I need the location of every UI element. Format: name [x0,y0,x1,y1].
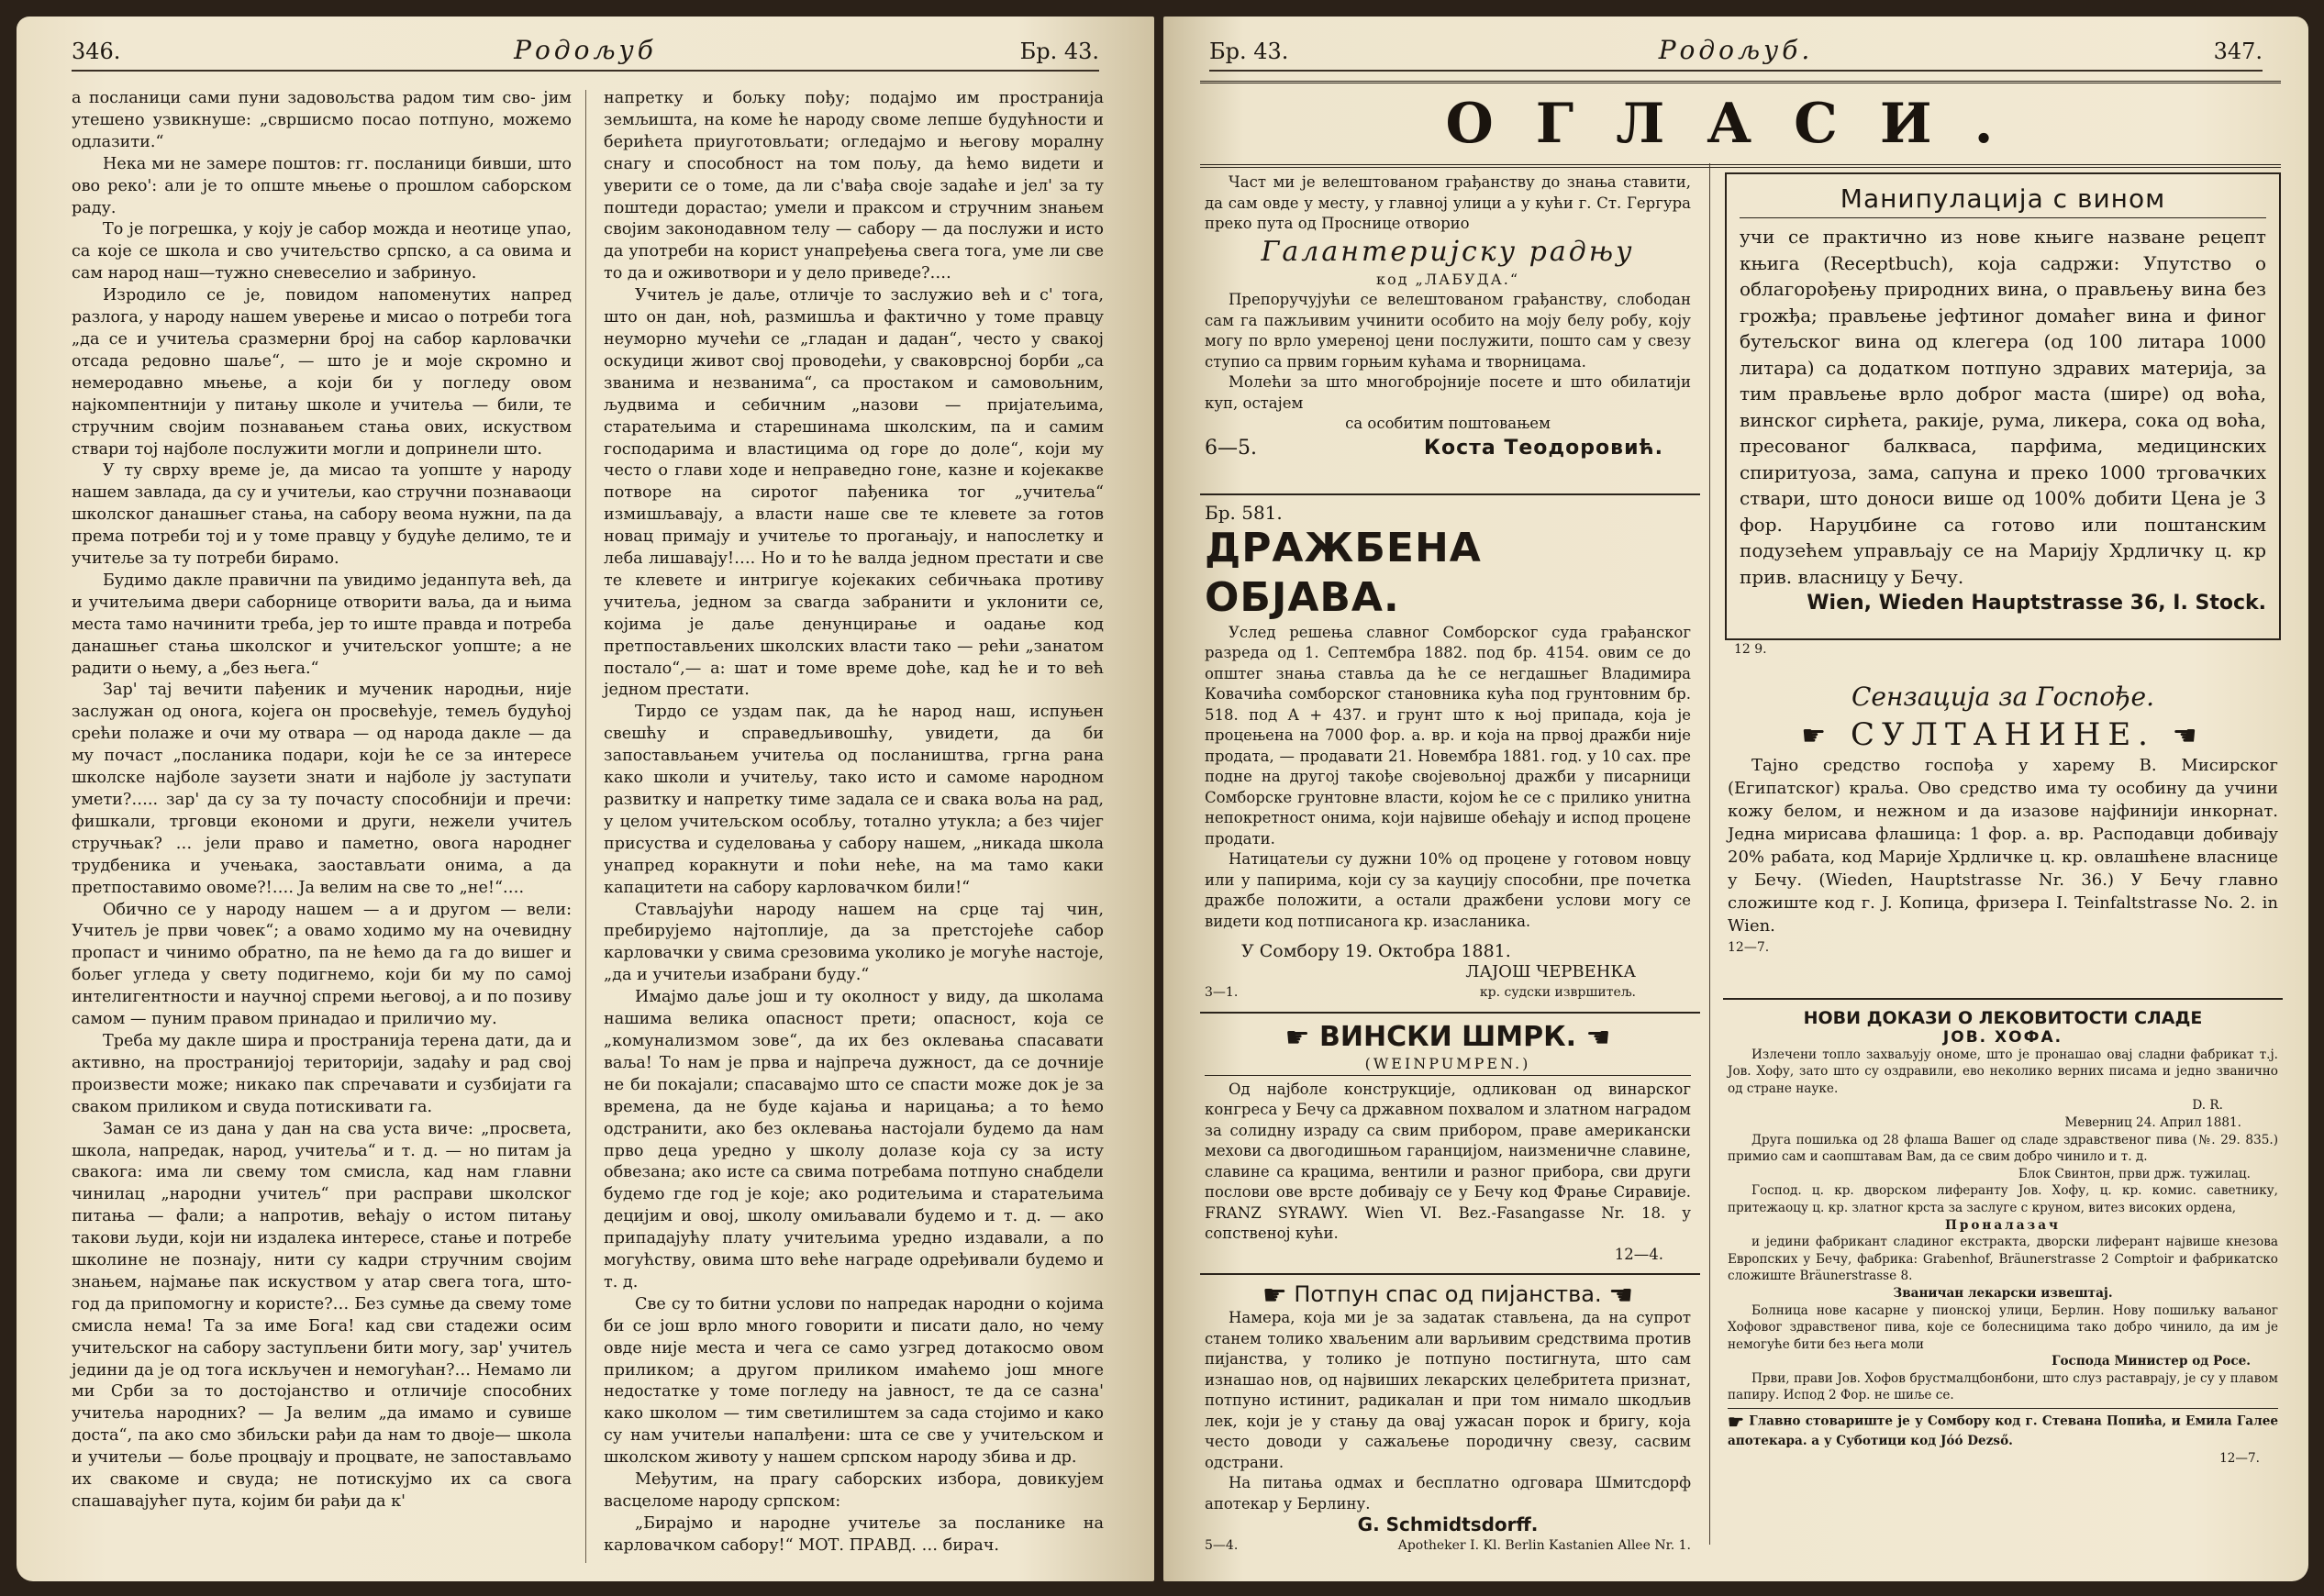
ad-text: и једини фабрикант сладиног екстракта, дворски лиферант највише кнезова Европских у Бечу, фабрика: Grabenhof, Bräunerstrasse 2 Comptoir и фабрикатско сложиште Bräunerstrasse 8. [1728,1235,2278,1284]
paragraph: То је погрешка, у коју је сабор можда и неотице упао, са које се школа и сво учитељство српско, а са овима и сам народ наш—тужно сневеселио и забринуо. [72,220,572,283]
ad-wine-manipulation [1725,172,2281,640]
paragraph: Обично се у народу нашем — а и другом — вели: Учитељ је први човек“; а овамо ходимо му на очевидну пропаст и чинимо обратно, па не ћемо да га до вишег и бољег угледа у свету подигнемо, који би му по самој интелигентности и научној спреми његовој, а и по позиву самом — пуним правом принадао и приличио му. [72,900,572,1029]
ad-sultanine [1728,679,2278,959]
divider [1200,1273,1700,1275]
wine-body: учи се практично из нове књиге назване рецепт књига (Receptbuch), која садржи: Упутство о облагорођењу природних вина, о прављењу вина без грожђа; прављење јефтиног домаћег вина и финог бутељског вина од клегера (од 100 литара 1000 литара) са додатком потпуно здравих материја, за тим прављење врло доброг маста (шире) од воћа, винског сирћета, ракије, рума, ликера, сока од воћа, пресованог балкваса, парфима, медицинских спиритуоза, зама, сапуна и преко 1000 трговачких ствари, што доноси више од 100% добити Цена је 3 фор. Наруџбине са готово или поштанским подузећем управљају се на Марију Хрдличку ц. кр прив. власницу у Бечу. [1740,226,2266,588]
paragraph: Треба му дакле шира и пространија терена дати, да и активно, на пространијој територији, задаћу и рад свој произвести може; никако пак спречавати и сузбијати га сваком приликом и свуда потискивати га. [72,1031,572,1116]
paragraph: а посланици сами пуни задовољства радом тим сво- јим утешено узвикнуше: „свршисмо посао потпуно, можемо одлазити.“ [72,89,572,151]
ad-text: Тајно средство госпођа у харему В. Мисирског (Египатског) краља. Ово средство има ту особину да учини кожу белом, и нежном и да изазове најфинији инкорнат. Једна мирисава флашица: 1 фор. а. вр. Расподавци добивају 20% рабата, код Марије Хрдличке ц. кр. овлашћене власнице у Бечу. (Wieden, Hauptstrasse Nr. 36.) У Бечу главно сложиште код г. J. Копица, фризера I. Teinfaltstrasse No. 2. in Wien. [1728,756,2278,936]
ad-number: 6—5. [1205,436,1257,460]
page-number-right: 347. [2213,39,2263,64]
pointing-hand-icon: ☚ [2172,720,2205,752]
ad-haberdashery [1205,172,1691,459]
ad-text: Препоручујући се велештованом грађанству, слободан сам га пажљивим учинити особито на мoју белу робу, коју могу по врло умереној цени послужити, пошто сам у свезу ступио са првим горњим кућама и творницама. [1205,291,1691,371]
paragraph: Изродило се је, повидом напоменутих напред разлога, у народу нашем уверење и мисао о потреби тога „да се и учитеља сразмерни број на сабор карловачки отсада редовно шаље“, — што је и моје скромно и немеродавно мњење, а који би у погледу овом најкомпентнији у питању школе и учитеља — били, те стручним својим познавањем стања ових, искуством ствари тој најболе послужити могли и допринели што. [72,286,572,459]
running-head-right [1209,33,2263,72]
date: Меверниц 24. Април 1881. [2064,1114,2241,1130]
column-divider [585,90,586,1563]
ad-text: Натицатељи су дужни 10% од процене у готовом новцу или у папирима, који су за кауцију способни, пре почетка дражбе положити, а остали дражбени услови могу се видети код потписанога кр. изасланика. [1205,850,1691,930]
ad-number: 12—4. [1614,1245,1663,1263]
paragraph: Имајмо даље још и ту околност у виду, да школама нашима велика опасност прети; опасност, која се „комунализмом зове“, да их без оклевања спасавати ваља! То нам је прва и најпреча дужност, да се дочније не би покајали; спасавајмо што се спасти може док је за времена, да не буде кајања и нарицања; а то ћемо одстранити, ако без оклевања настојали будемо да нам прво деца уредно у школу долазе која су за исту обвезана; ако исте са свима потребама потпуно снабдели будемо где год је које; ако родитељима и старатељима децијим и овој, школу омиљавали будемо и т. д. — ако припадајућу плату учитељима уредно издавали, а по могућству, овима што веће награде одређивали будемо и т. д. [604,988,1104,1291]
paragraph: напретку и бољку пођу; подајмо им пространија земљишта, на коме ће народу своме лепше будућности и берићета приуготовљати; огледајмо и његову моралну снагу и способност на том пољу, да ћемо видети и уверити се о томе, да ли с'вађа своје задаће и јел' за ту поштеди дорастао; умели и праксом и стручним знањем својим законодавном телу — сабору — да послужи и исто да употреби на корист унапређења свега тога, уме ли све то да и оживотвори и у дело приведе?…. [604,89,1104,283]
pointing-hand-icon: ☚ [1585,1021,1611,1054]
paragraph: Заман се из дана у дан на сва уста виче: „просвета, школа, напредак, народ, учитеља“ и т. д. — но питам ја свакога: има ли свему том смисла, кад нам главни чинилац „народни учитељ“ при расправи школског питања — фали; а напротив, већају о истом питању такови људи, који ни издалека интересе, стање и потребе школине не познају, нити су кадри стручним својим знањем, најмање пак искуством у атар свега тога, што-год да припомогну и користе?… Без сумње да свему томе смисла нема! Та за име Бога! кад сви стадежи осим учитељског на сабору заступљени бити могу, зар' учитељ једини да је од тога искључен и немогућан?… Немамо ли ми Срби за то достојанство и отличије способних учитеља народних? — Ја велим „да имамо и сувише доста“, па ако смо збиљски рађи да нам то двоје— школа и учитељи — боље процвају и процвате, не запостављамо их свакоме и свуда; не потискујмо их са свога спашавајућег пута, којим би рађи да к' [72,1119,572,1511]
ad-text: Молећи за што многобројније посете и што обилатији куп, остајем [1205,373,1691,412]
schmidtsdorff-name: G. Schmidtsdorff. [1357,1513,1539,1535]
signer-title: кр. судски извршитељ. [1479,985,1636,1000]
ad-text: Друга пошиљка од 28 флаша Вашег од сладе здравственог пива (№. 29. 835.) примио сам и саопштавам Вам, да се свим добро чинило и т. д. [1728,1132,2278,1165]
paragraph: Све су то битни услови по напредак народни о којима би се још врло много говорити и писати дало, но чему овде није места и чега се само узгред дотакосмо овом приликом; а другом приликом имаћемо још многе недостатке у томе погледу на јавност, те да се сазна' како школом — тим светилиштем за сада стојимо и како су нам учитељи напалђени: шта се све у учитељском и школском животу у нашем српском народу збива и др. [604,1294,1104,1468]
paragraph: „Бирајмо и народне учитеље за посланике на карловачком сабору!“ МОТ. ПРАВД. … бирач. [604,1513,1104,1555]
ad-text: Услед решења славног Сомборског суда грађанског разреда од 1. Септембра 1882. под бр. 4154. овим се до општег знања ставља да ће се негдашњег Владимира Ковачића сомборског становника кућа под грунтовним бр. 518. под А + 437. и грунт што к њој припада, која је процењена на 7000 фор. а. вр. и која на првој дражби није продата, — продавати 21. Новембра 1881. год. у 10 сах. пре подне на другој такође својевољној дражби у писарници Сомборске грунтовне власти, којом ће се с прилико унитна непокретност онима, који највише обећају и испод процене продати. [1205,623,1691,848]
ad-auction [1205,503,1691,1003]
ad-text: На питања одмах и бесплатно одговара Шмитсдорф апотекар у Берлину. [1205,1474,1691,1513]
signer: ЛАЈОШ ЧЕРВЕНКА [1465,961,1636,981]
ad-number: Бр. 581. [1205,502,1283,524]
wine-title: Манипулација с вином [1740,183,2266,218]
sultanine-kicker: Сензација за Госпође. [1851,682,2154,712]
divider [1200,493,1700,495]
paragraph: Учитељ је даље, отличје то заслужио већ и с' тога, што он дан, ноћ, размишља и фактично у томе правцу неуморно мучећи се „гладан и дадан“, честo у свакој оскудици живот свој проводећи, у сваковрсној борби „са званима и незванима“, са простаком и самовољним, људвима и себичним „назови — пријатељима, старатељима и старешинама школским, па и самим господарима и властицима од горе до доле“, који му често о глави ходе и неправедно гоне, казне и којекакве потворe на сиротог пађеника тог „учитеља“ измишљавају, а власти наше све те клевете за готов новац примају и учитеље то прогањају, и напослетку и леба лишавају!…. Но и то ће валда једном престати и све те клевете и интригуе којекаких себичњака противу учитеља, једном за свагда забранити и уклонити се, којима је даље денунцирање и оадање код претпостављених школских власти тако — рећи „занатом постало“,— а: шат и томе време доће, кад ће и то већ једном престати. [604,286,1104,700]
paragraph: У ту сврху време је, да мисао та уопште у народу нашем завлада, да су и учитељи, као стручни познаваоци школског данашњег стања, на сабору веома нужни, па да према потреби тој и у томе правцу у будуће делимо, те и учитеље за ту потреби бирамо. [72,461,572,569]
ad-text: Намера, која ми је за задатак стављена, да на супрот станем толико хваљеним али варљивим средствима против пијанства, у толико је потпуно постигнута, што сам изнашао нов, од највиших лекарских целебритета признат, потпуно истинит, радикалан и при том нимало шкодљив лек, који је у стању да овај ужасан порок и бригу, која често доводи у сажаљење породичну свезу, сасвим одстрани. [1205,1309,1691,1471]
pointing-hand-icon: ☚ [1608,1279,1634,1312]
divider [1723,998,2283,1000]
malt-title: НОВИ ДОКАЗИ О ЛЕКОВИТОСТИ СЛАДЕ [1803,1008,2203,1028]
ad-text: Први, прави Јов. Хофов брустмалцбонбони, што слуз раставрају, је су у плавом папиру. Испод 2 Фор. не шиље се. [1728,1370,2278,1403]
ad-malt [1728,1007,2278,1467]
ad-number: 12 9. [1734,642,1767,657]
pump-title: ВИНСКИ ШМРК. [1319,1021,1576,1053]
ad-drunkenness [1205,1280,1691,1556]
running-head-left [72,33,1099,72]
closing: са особитим поштовањем [1345,415,1551,432]
ad-text: Част ми је велештованом грађанству до знања ставити, да сам овде у месту, у главној улици а у кући г. Ст. Гергура преко пута од Проснице отворио [1205,173,1691,232]
malt-footer: Главно стовариште је у Сомбору код г. Стевана Попића, и Емила Галее апотекара. а у Суботици код Jóó Dezső. [1728,1413,2278,1449]
paragraph: Међутим, на прагу саборских избора, довикујем васцеломе народу српском: [604,1470,1104,1511]
paragraph: Стављајући народу нашем на срце тај чин, пребирујемо најтоплије, да за претстојеће сабор карловачки у свима срезовима уколико је могуће настоје, „да и учитељи изабрани буду.“ [604,900,1104,985]
ad-number: 3—1. [1205,985,1239,1000]
paragraph: Будимо дакле правични па увидимо једанпута већ, да и учитељима двери саборнице отворити ваља, да и њима места тамо начинити треба, јер то иште правда и потреба данашњег стања школског и учитељског уопште; а не радити о њему, а „без њега.“ [72,571,572,678]
address: Apotheker I. Kl. Berlin Kastanien Allee Nr. 1. [1397,1537,1691,1553]
paragraph: Нека ми не замере поштов: гг. посланици бивши, што ово рекo': али је то опште мњење о прошлом саборском раду. [72,154,572,217]
auction-title: ДРАЖБЕНА ОБЈАВА. [1205,524,1482,621]
page-number-left: 346. [72,39,121,64]
ad-number: 12—7. [1728,940,1770,955]
issue-number-right: Бр. 43. [1209,39,1289,64]
left-column-2 [604,88,1104,1557]
right-page [1163,17,2308,1581]
journal-title-right: Родољуб. [1658,35,1814,65]
pump-subtitle: (WEINPUMPEN.) [1205,1054,1691,1076]
drunk-title: Потпун спас од пијанства. [1294,1281,1602,1307]
sultanine-title: СУЛТАНИНЕ. [1851,716,2155,753]
issue-number-left: Бр. 43. [1019,39,1099,64]
signature: D. R. [2192,1098,2223,1114]
malt-maker: ЈОВ. ХОФА. [1942,1028,2063,1047]
ad-text: Болница нове касарне у пионској улици, Берлин. Нову пошиљку ваљаног Хофовог здравственог пива, које се болесницима тако добро чинило, да им је немогуће бити без њега моли [1728,1302,2278,1352]
pointing-hand-icon: ☛ [1284,1021,1310,1054]
signature: Господа Министер од Росе. [2052,1354,2251,1369]
section-head: Званичан лекарски извештај. [1893,1285,2113,1301]
paragraph: Тирдо се уздам пак, да ће народ наш, испуњен свешћу и справедљивошћу, увидети, да би запостављањем учитеља од послаништва, гргна рана како школи и учитељу, тако исто и самоме народном развитку и напретку тиме задала се и свака воља на рад, у целом учитељском особљу, тотално утукла; а без чијег присуства и суделовања у сабору нашем, „никада школа унапред коракнути и поћи неће, на ма тамо каки капацитети на сабору карловачком били!“ [604,703,1104,897]
signature: Коста Теодоровић. [1423,436,1663,460]
shop-sign: код „ЛАБУДА.“ [1375,270,1520,288]
ad-text: Излечени топло захваљују ономе, што је пронашао овај сладни фабрикат т.ј. Јов. Хофу, зато што су оздравили, ево неколико верних писама и једно званично од стране науке. [1728,1047,2278,1096]
section-head: Проналазач [1945,1217,2061,1233]
place-date: У Сомбору 19. Октобра 1881. [1241,941,1511,961]
ad-number: 12—7. [2219,1450,2260,1466]
ad-number: 5—4. [1205,1537,1239,1553]
wine-address: Wien, Wieden Hauptstrasse 36, I. Stock. [1807,592,2266,615]
ads-banner: ОГЛАСИ. [1200,81,2281,168]
ad-text: Од најболе конструкције, одликован од винарског конгреса у Бечу са државном похвалом и златном наградом за солидну израду са свим прибором, праве американски мехови са двогодишњом гаранцијом, наизменичне славине, славине са крацима, вентили и разног прибора, сви други послови ове врсте добивају се у Бечу код Фрање Сиравије. FRANZ SYRAWY. Wien VI. Bez.-Fasangasse Nr. 18. у сопственој кући. [1205,1080,1691,1242]
pointing-hand-icon: ☛ [1801,720,1834,752]
pointing-hand-icon: ☛ [1262,1279,1287,1312]
ad-text: Господ. ц. кр. дворском лиферанту Јов. Хофу, ц. кр. комис. саветнику, притежаоцу ц. кр. златног крста за заслуге с круном, витез високих ордена, [1728,1183,2278,1215]
journal-title-left: Родољуб [514,35,657,65]
left-page [17,17,1154,1581]
divider [1200,1012,1700,1014]
ad-wine-pump [1205,1021,1691,1265]
column-divider [1709,163,1710,1545]
shop-name: Галантеријску радњу [1261,235,1635,268]
paragraph: Зар' тај вечити пађеник и мученик народњи, није заслужан од онога, којега он просвећује, темељ будућој срећи полаже и очи му отвара — од народа дакле — да му почаст „посланика подари, који ће се за интересе школске најболе заузети знати и најболе ју заступати умети?….. зар' да су за ту почасту способнији и пречи: фишкали, трговци економи и други, нежели учитељ стручњак? … јели право и паметно, овога народнег трудбеника и учењака, заостављати онима, а да претпоставимо овоме?!…. Ја велим на све то „не!“…. [72,681,572,897]
left-column-1 [72,88,572,1513]
signature: Блок Свинтон, први држ. тужилац. [2018,1166,2251,1181]
pointing-hand-icon: ☛ [1728,1411,1744,1434]
